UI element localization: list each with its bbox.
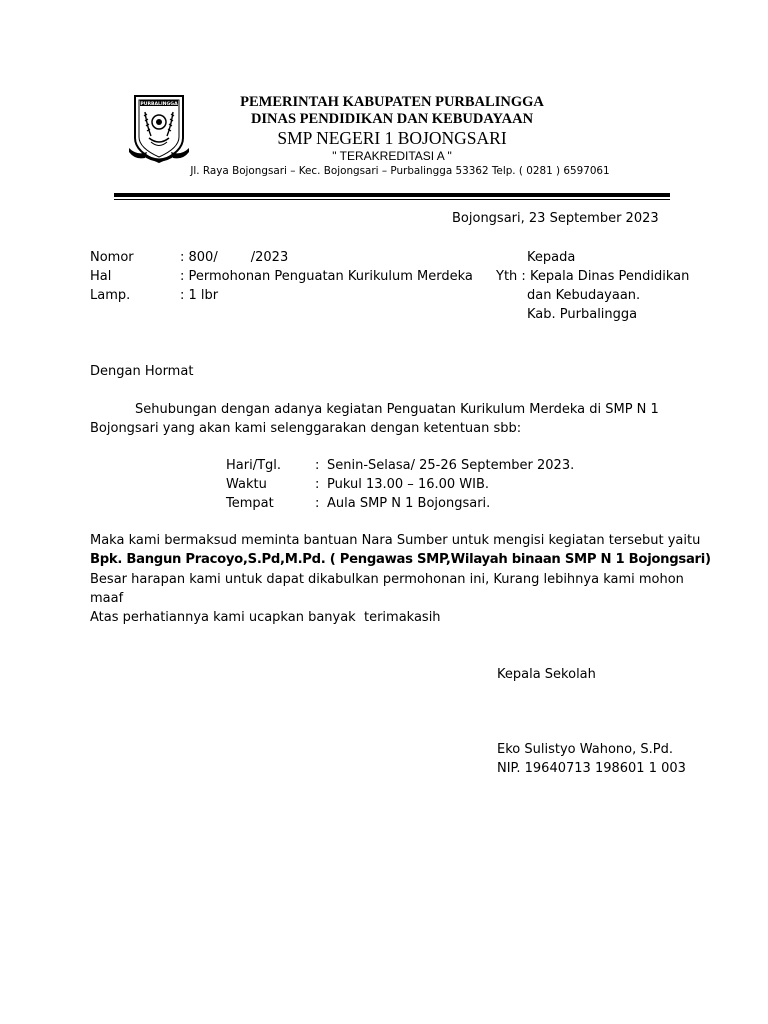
signature-title: Kepala Sekolah [497,667,596,682]
schedule-place-label: Tempat [226,496,274,511]
nomor-value: : 800/ /2023 [180,250,289,265]
recipient-yth-label: Yth : [496,269,526,284]
recipient-kepada: Kepada [527,250,576,265]
schedule-time-value: Pukul 13.00 – 16.00 WIB. [327,477,490,492]
schedule-time-colon: : [315,477,320,492]
schedule-place-value: Aula SMP N 1 Bojongsari. [327,496,491,511]
salutation: Dengan Hormat [90,364,194,379]
letterhead-government: PEMERINTAH KABUPATEN PURBALINGGA [240,94,544,110]
recipient-line1: Kepala Dinas Pendidikan [530,269,690,284]
schedule-day-colon: : [315,458,320,473]
request-line-2: Besar harapan kami untuk dapat dikabulkan permohonan ini, Kurang lebihnya kami mohon [90,572,684,587]
place-date: Bojongsari, 23 September 2023 [452,211,659,226]
letterhead-divider-thin [114,199,670,200]
schedule-day-value: Senin-Selasa/ 25-26 September 2023. [327,458,575,473]
logo-text: PURBALINGGA [140,102,178,107]
hal-label: Hal [90,269,112,284]
recipient-line3: Kab. Purbalingga [527,307,638,322]
hal-value: : Permohonan Penguatan Kurikulum Merdeka [180,269,473,284]
schedule-place-colon: : [315,496,320,511]
request-line-3: maaf [90,591,124,606]
intro-line-2: Bojongsari yang akan kami selenggarakan dengan ketentuan sbb: [90,421,522,436]
intro-line-1: Sehubungan dengan adanya kegiatan Penguatan Kurikulum Merdeka di SMP N 1 [135,402,659,417]
request-line-1: Maka kami bermaksud meminta bantuan Nara Sumber untuk mengisi kegiatan tersebut yaitu [90,533,701,548]
request-speaker: Bpk. Bangun Pracoyo,S.Pd,M.Pd. ( Pengawas SMP,Wilayah binaan SMP N 1 Bojongsari) [90,552,711,567]
regency-coat-of-arms-logo [127,92,191,166]
schedule-time-label: Waktu [226,477,267,492]
recipient-line2: dan Kebudayaan. [527,288,641,303]
signature-nip: NIP. 19640713 198601 1 003 [497,761,686,776]
letterhead-address: Jl. Raya Bojongsari – Kec. Bojongsari – Purbalingga 53362 Telp. ( 0281 ) 6597061 [190,165,610,177]
request-line-4: Atas perhatiannya kami ucapkan banyak terimakasih [90,610,441,625]
nomor-label: Nomor [90,250,134,265]
schedule-day-label: Hari/Tgl. [226,458,282,473]
signature-name: Eko Sulistyo Wahono, S.Pd. [497,742,673,757]
letterhead-divider-thick [114,193,670,197]
letterhead-department: DINAS PENDIDIKAN DAN KEBUDAYAAN [250,111,534,127]
lamp-value: : 1 lbr [180,288,219,303]
letterhead-accreditation: " TERAKREDITASI A " [332,149,452,163]
lamp-label: Lamp. [90,288,131,303]
letterhead-school-name: SMP NEGERI 1 BOJONGSARI [277,128,507,148]
